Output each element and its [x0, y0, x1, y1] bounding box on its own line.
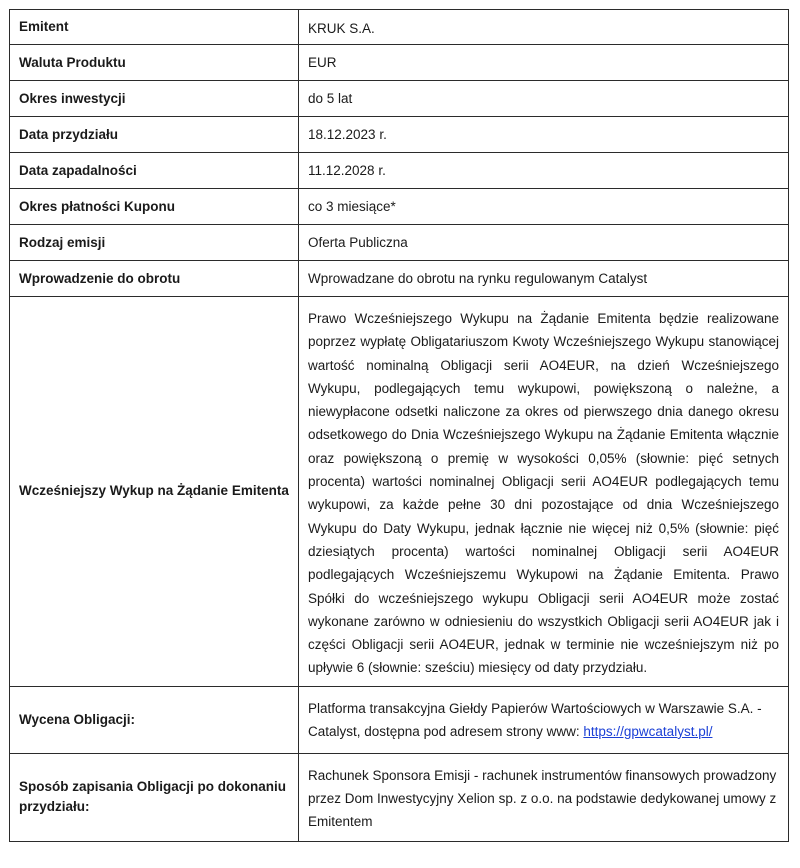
row-label: Wprowadzenie do obrotu: [10, 261, 299, 297]
table-row: [10, 225, 789, 261]
row-value: 18.12.2023 r.: [299, 117, 789, 153]
row-label: Emitent: [10, 10, 299, 45]
table-row-recording: [10, 753, 789, 841]
recording-text: Rachunek Sponsora Emisji - rachunek instrumentów finansowych prowadzony przez Dom Inwestycyjny Xelion sp. z o.o. na podstawie dedykowanej umowy z Emitentem: [299, 753, 789, 841]
row-value: Oferta Publiczna: [299, 225, 789, 261]
gpw-catalyst-link[interactable]: https://gpwcatalyst.pl/: [583, 723, 713, 739]
row-value: 11.12.2028 r.: [299, 153, 789, 189]
bond-terms-table: [9, 9, 789, 842]
table-row: [10, 261, 789, 297]
table-row: [10, 10, 789, 45]
valuation-cell: [299, 686, 789, 753]
table-row: [10, 45, 789, 81]
row-label: Okres płatności Kuponu: [10, 189, 299, 225]
table-row-early-redemption: [10, 297, 789, 687]
table-row: [10, 81, 789, 117]
table-row: [10, 117, 789, 153]
row-label: Data zapadalności: [10, 153, 299, 189]
early-redemption-text: Prawo Wcześniejszego Wykupu na Żądanie Emitenta będzie realizowane poprzez wypłatę Obligatariuszom Kwoty Wcześniejszego Wykupu stanowiącej wartość nominalną Obligacji serii AO4EUR, na dzień Wcześniejszego Wykupu, podlegających temu wykupowi, powiększoną o należne, a niewypłacone odsetki naliczone za okres od pierwszego dnia danego okresu odsetkowego do Dnia Wcześniejszego Wykupu na Żądanie Emitenta włącznie oraz powiększoną o premię w wysokości 0,05% (słownie: pięć setnych procenta) wartości nominalnej Obligacji serii AO4EUR podlegających temu wykupowi, za każde pełne 30 dni pozostające od dnia Wcześniejszego Wykupu do Daty Wykupu, jednak łącznie nie więcej niż 0,5% (słownie: pięć dziesiątych procenta) wartości nominalnej Obligacji serii AO4EUR podlegających Wcześniejszemu Wykupowi na Żądanie Emitenta. Prawo Spółki do wcześniejszego wykupu Obligacji serii AO4EUR może zostać wykonane zarówno w odniesieniu do wszystkich Obligacji serii AO4EUR jak i części Obligacji serii AO4EUR, jednak w terminie nie wcześniejszym niż po upływie 6 (słownie: sześciu) miesięcy od daty przydziału.: [299, 297, 789, 687]
row-label: Okres inwestycji: [10, 81, 299, 117]
recording-label: Sposób zapisania Obligacji po dokonaniu przydziału:: [10, 753, 299, 841]
row-value: do 5 lat: [299, 81, 789, 117]
table-row: [10, 189, 789, 225]
row-value: EUR: [299, 45, 789, 81]
table-row: [10, 153, 789, 189]
row-label: Data przydziału: [10, 117, 299, 153]
valuation-label: Wycena Obligacji:: [10, 686, 299, 753]
row-label: Rodzaj emisji: [10, 225, 299, 261]
table-row-valuation: [10, 686, 789, 753]
valuation-text: Platforma transakcyjna Giełdy Papierów Wartościowych w Warszawie S.A. - Catalyst, dostępna pod adresem strony www:: [308, 700, 762, 739]
row-value: co 3 miesiące*: [299, 189, 789, 225]
row-value: Wprowadzane do obrotu na rynku regulowanym Catalyst: [299, 261, 789, 297]
early-redemption-label: Wcześniejszy Wykup na Żądanie Emitenta: [10, 297, 299, 687]
row-label: Waluta Produktu: [10, 45, 299, 81]
row-value: KRUK S.A.: [299, 10, 789, 45]
